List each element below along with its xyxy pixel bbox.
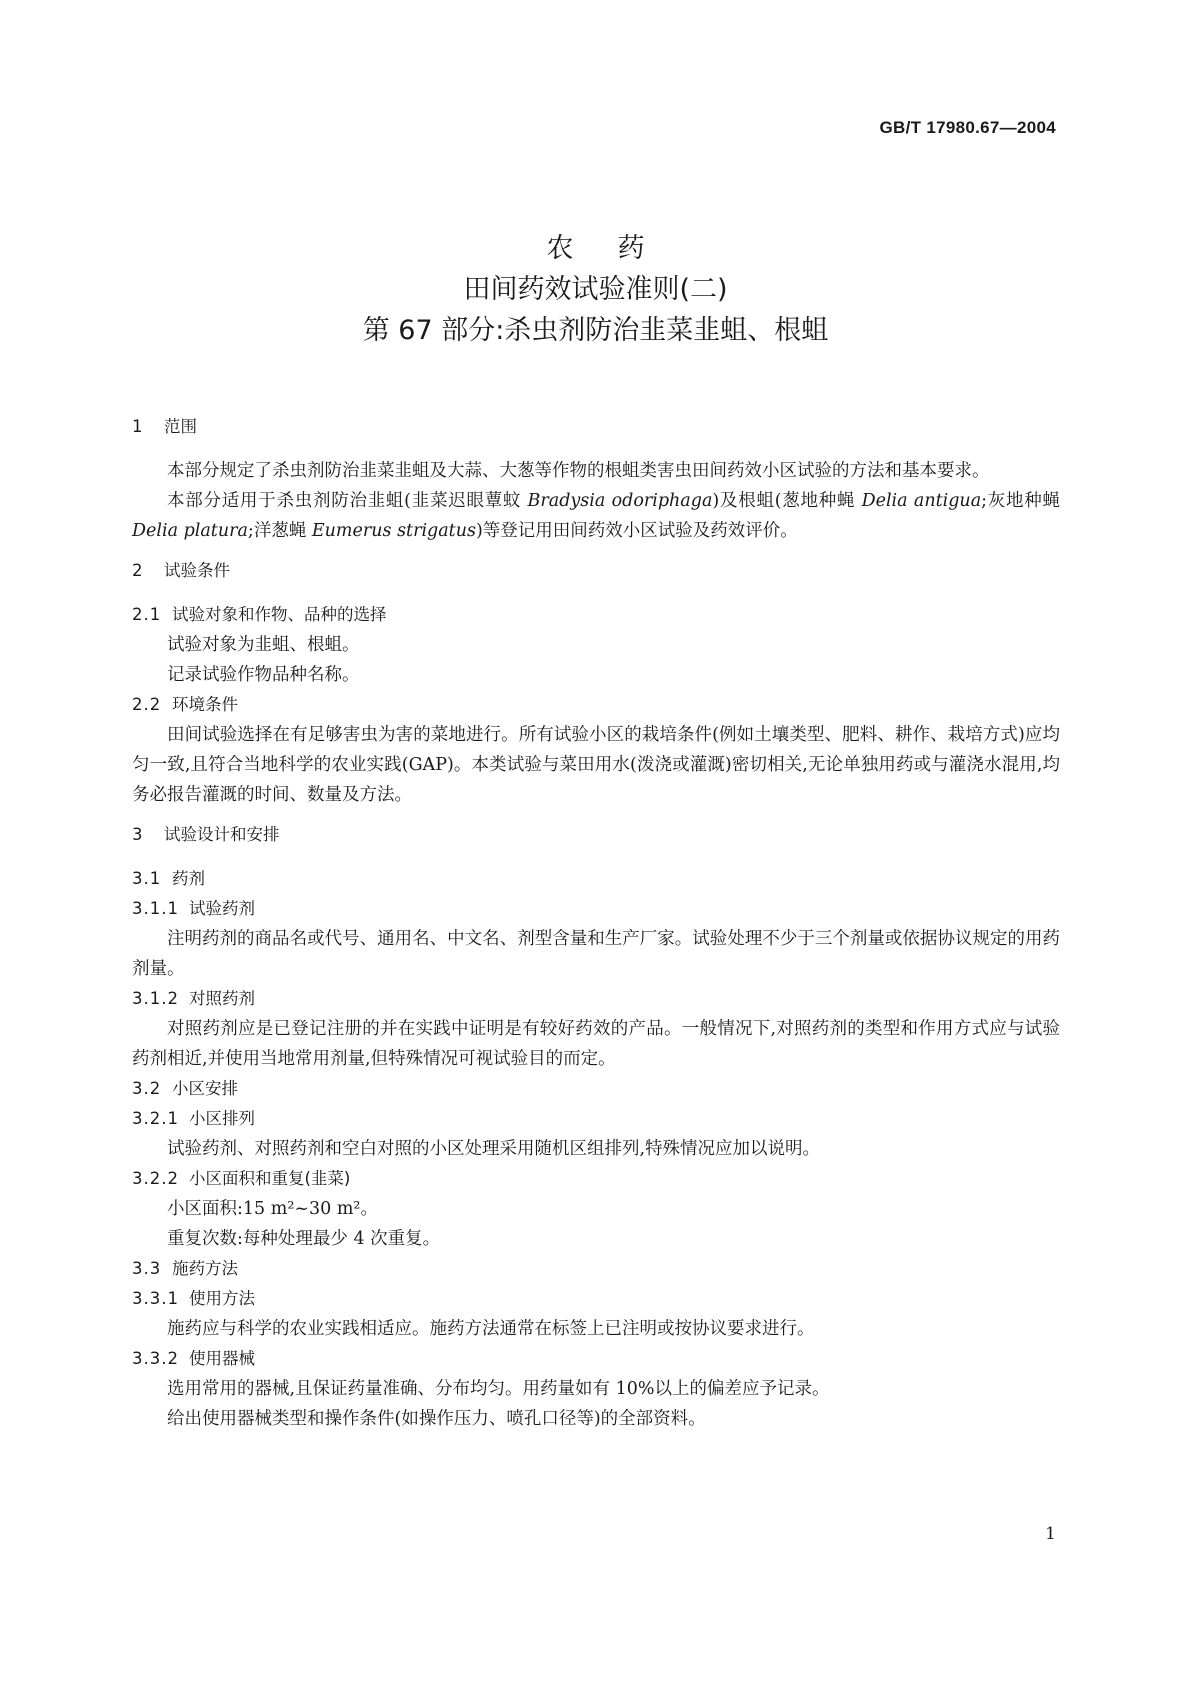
section-number: 3.2 <box>132 1079 162 1098</box>
section-number: 3 <box>132 825 144 844</box>
subsection-heading <box>132 984 1060 1014</box>
section-title: 对照药剂 <box>188 989 255 1008</box>
paragraph: 小区面积:15 m²~30 m²。 <box>167 1199 378 1219</box>
subsection-heading <box>132 690 1060 720</box>
subsection-heading <box>132 1284 1060 1314</box>
paragraph: 选用常用的器械,且保证药量准确、分布均匀。用药量如有 10%以上的偏差应予记录。 <box>167 1379 830 1399</box>
section-number: 2.1 <box>132 605 162 624</box>
section-title: 环境条件 <box>172 695 238 714</box>
section-title: 使用方法 <box>188 1289 255 1308</box>
section-number: 3.3 <box>132 1259 162 1278</box>
paragraph: 注明药剂的商品名或代号、通用名、中文名、剂型含量和生产厂家。试验处理不少于三个剂量或依据协议规定的用药剂量。 <box>132 929 1060 979</box>
subsection-heading <box>132 864 1060 894</box>
section-title: 试验对象和作物、品种的选择 <box>172 605 387 624</box>
document-title <box>0 228 1191 351</box>
subsection-heading <box>132 1074 1060 1104</box>
section-title: 范围 <box>164 417 197 436</box>
section-number: 3.1 <box>132 869 162 888</box>
paragraph: 本部分规定了杀虫剂防治韭菜韭蛆及大蒜、大葱等作物的根蛆类害虫田间药效小区试验的方法和基本要求。 <box>167 461 990 481</box>
subsection-heading <box>132 1344 1060 1374</box>
section-3-heading <box>132 820 1060 850</box>
text-run: )及根蛆(葱地种蝇 <box>712 491 862 511</box>
paragraph: 对照药剂应是已登记注册的并在实践中证明是有较好药效的产品。一般情况下,对照药剂的类型和作用方式应与试验药剂相近,并使用当地常用剂量,但特殊情况可视试验目的而定。 <box>132 1019 1060 1069</box>
subsection-heading <box>132 1254 1060 1284</box>
species-name: Eumerus strigatus <box>311 521 476 541</box>
title-line-1: 农药 <box>546 233 689 264</box>
title-line-3: 第 67 部分:杀虫剂防治韭菜韭蛆、根蛆 <box>362 315 829 346</box>
paragraph: 试验药剂、对照药剂和空白对照的小区处理采用随机区组排列,特殊情况应加以说明。 <box>167 1139 821 1159</box>
section-title: 使用器械 <box>188 1349 255 1368</box>
title-line-2: 田间药效试验准则(二) <box>463 274 728 305</box>
paragraph: 给出使用器械类型和操作条件(如操作压力、喷孔口径等)的全部资料。 <box>167 1409 706 1429</box>
text-run: 本部分适用于杀虫剂防治韭蛆(韭菜迟眼蕈蚊 <box>167 491 528 511</box>
section-title: 小区排列 <box>188 1109 255 1128</box>
subsection-heading <box>132 1164 1060 1194</box>
section-title: 小区安排 <box>172 1079 238 1098</box>
species-name: Delia platura <box>132 521 248 541</box>
section-number: 3.3.1 <box>132 1289 179 1308</box>
text-run: )等登记用田间药效小区试验及药效评价。 <box>475 521 798 541</box>
section-title: 试验药剂 <box>188 899 255 918</box>
text-run: ;灰地种蝇 <box>981 491 1060 511</box>
section-title: 药剂 <box>172 869 205 888</box>
section-number: 2.2 <box>132 695 162 714</box>
section-number: 3.1.2 <box>132 989 179 1008</box>
paragraph <box>132 486 1060 546</box>
subsection-heading <box>132 894 1060 924</box>
section-title: 施药方法 <box>172 1259 238 1278</box>
section-number: 3.2.2 <box>132 1169 179 1188</box>
species-name: Delia antigua <box>861 491 982 511</box>
section-number: 3.1.1 <box>132 899 179 918</box>
page-number: 1 <box>1045 1524 1056 1544</box>
text-run: ;洋葱蝇 <box>247 521 312 541</box>
paragraph: 田间试验选择在有足够害虫为害的菜地进行。所有试验小区的栽培条件(例如土壤类型、肥料、耕作、栽培方式)应均匀一致,且符合当地科学的农业实践(GAP)。本类试验与菜田用水(泼浇或灌溉)密切相关,无论单独用药或与灌浇水混用,均务必报告灌溉的时间、数量及方法。 <box>132 725 1060 805</box>
section-number: 3.2.1 <box>132 1109 179 1128</box>
subsection-heading <box>132 600 1060 630</box>
section-number: 3.3.2 <box>132 1349 179 1368</box>
standard-code: GB/T 17980.67—2004 <box>879 118 1056 137</box>
section-title: 小区面积和重复(韭菜) <box>188 1169 351 1188</box>
paragraph: 施药应与科学的农业实践相适应。施药方法通常在标签上已注明或按协议要求进行。 <box>167 1319 815 1339</box>
section-title: 试验条件 <box>164 561 230 580</box>
section-number: 2 <box>132 561 144 580</box>
paragraph: 重复次数:每种处理最少 4 次重复。 <box>167 1229 441 1249</box>
species-name: Bradysia odoriphaga <box>527 491 713 511</box>
paragraph: 试验对象为韭蛆、根蛆。 <box>167 635 360 655</box>
subsection-heading <box>132 1104 1060 1134</box>
section-number: 1 <box>132 417 144 436</box>
document-body <box>132 412 1060 1434</box>
section-title: 试验设计和安排 <box>164 825 280 844</box>
paragraph: 记录试验作物品种名称。 <box>167 665 360 685</box>
section-1-heading <box>132 412 1060 442</box>
section-2-heading <box>132 556 1060 586</box>
